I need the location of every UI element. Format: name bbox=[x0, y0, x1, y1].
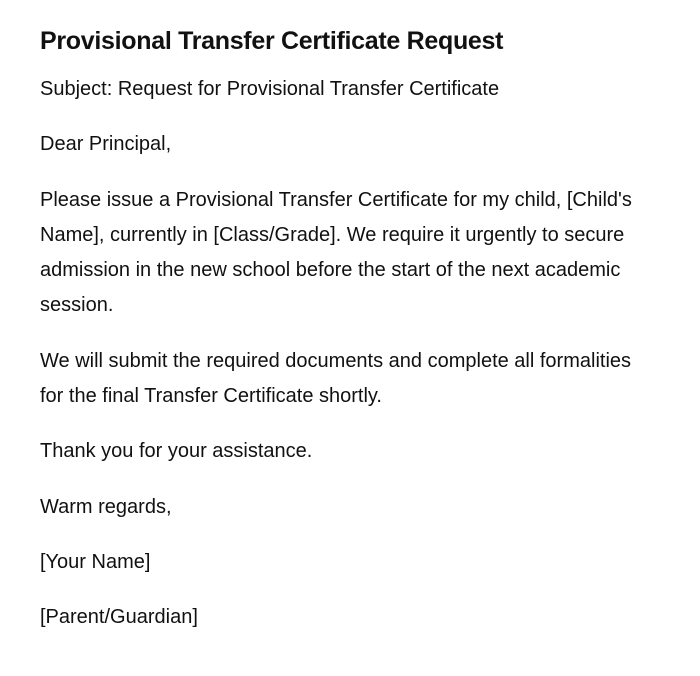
body-paragraph-1: Please issue a Provisional Transfer Certificate for my child, [Child's Name], currently in [Class/Grade]. We require it urgently to secure admission in the new school before the start of the next academic session. bbox=[40, 188, 632, 317]
sender-role: [Parent/Guardian] bbox=[40, 606, 198, 629]
closing: Warm regards, bbox=[40, 495, 172, 518]
body-paragraph-2: We will submit the required documents and complete all formalities for the final Transfer Certificate shortly. bbox=[40, 349, 632, 408]
document-title: Provisional Transfer Certificate Request bbox=[40, 27, 504, 55]
subject-line: Subject: Request for Provisional Transfer Certificate bbox=[40, 78, 500, 100]
thanks-line: Thank you for your assistance. bbox=[40, 440, 313, 463]
salutation: Dear Principal, bbox=[40, 133, 172, 156]
sender-name: [Your Name] bbox=[40, 550, 151, 573]
letter bbox=[40, 24, 640, 656]
